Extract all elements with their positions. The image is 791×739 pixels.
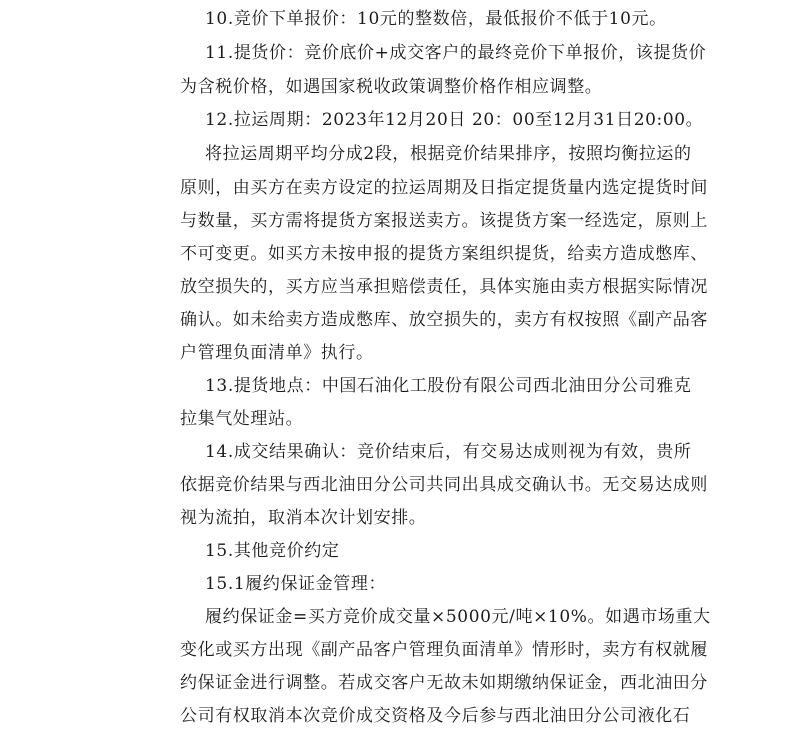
text-line: 12.拉运周期：2023年12月20日 20：00至12月31日20:00。 [205, 110, 704, 130]
text-line: 10.竞价下单报价：10元的整数倍，最低报价不低于10元。 [205, 9, 667, 29]
text-line: 不可变更。如买方未按申报的提货方案组织提货，给卖方造成憋库、 [180, 244, 708, 264]
text-line: 履约保证金=买方竞价成交量×5000元/吨×10%。如遇市场重大 [205, 607, 711, 627]
text-line: 原则，由买方在卖方设定的拉运周期及日指定提货量内选定提货时间 [180, 178, 708, 198]
text-line: 为含税价格，如遇国家税收政策调整价格作相应调整。 [180, 77, 603, 97]
text-line: 依据竞价结果与西北油田分公司共同出具成交确认书。无交易达成则 [180, 475, 708, 495]
text-line: 约保证金进行调整。若成交客户无故未如期缴纳保证金，西北油田分 [180, 673, 708, 693]
text-line: 15.1履约保证金管理： [205, 574, 387, 594]
text-line: 13.提货地点：中国石油化工股份有限公司西北油田分公司雅克 [205, 376, 692, 396]
text-line: 户管理负面清单》执行。 [180, 343, 374, 363]
text-line: 确认。如未给卖方造成憋库、放空损失的，卖方有权按照《副产品客 [180, 310, 708, 330]
text-line: 变化或买方出现《副产品客户管理负面清单》情形时，卖方有权就履 [180, 640, 708, 660]
text-line: 15.其他竞价约定 [205, 541, 340, 561]
text-line: 与数量，买方需将提货方案报送卖方。该提货方案一经选定，原则上 [180, 211, 708, 231]
text-line: 公司有权取消本次竞价成交资格及今后参与西北油田分公司液化石 [180, 706, 691, 726]
text-line: 将拉运周期平均分成2段，根据竞价结果排序，按照均衡拉运的 [205, 144, 692, 164]
text-line: 11.提货价：竞价底价+成交客户的最终竞价下单报价，该提货价 [205, 43, 707, 63]
text-line: 视为流拍，取消本次计划安排。 [180, 508, 427, 528]
text-line: 14.成交结果确认：竞价结束后，有交易达成则视为有效，贵所 [205, 442, 692, 462]
text-line: 放空损失的，买方应当承担赔偿责任，具体实施由卖方根据实际情况 [180, 277, 708, 297]
text-line: 拉集气处理站。 [180, 409, 304, 429]
